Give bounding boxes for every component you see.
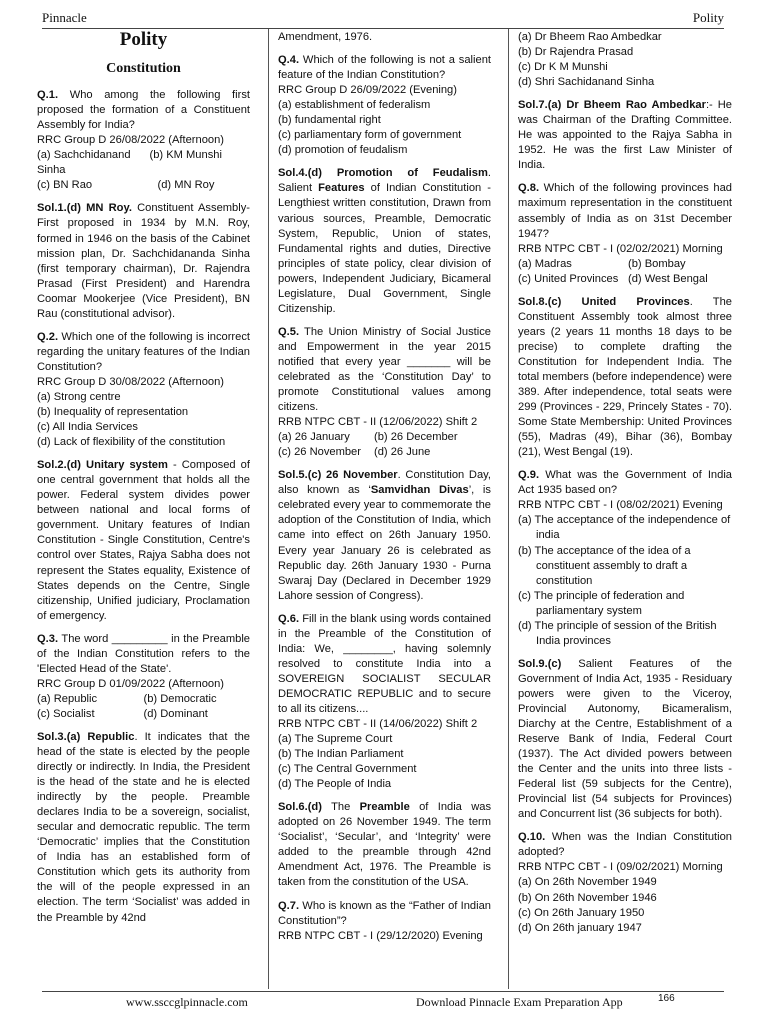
page-footer [42, 991, 724, 1014]
solution-3-continued: Amendment, 1976. [278, 31, 373, 43]
solution-5: Sol.5.(c) 26 November. Constitution Day, also known as ‘Samvidhan Divas’, is celebrated every year to commemorate the adoption of the Constitution of India, which came into effect on 26th January 1950. Every year January 26 is celebrated as Republic day. 26th January 1930 - Purna Swaraj Day (Declared in December 1929 Lahore session of Congress). [278, 469, 492, 602]
solution-3: Sol.3.(a) Republic. It indicates that the head of the state is elected by the people directly or indirectly. In India, the President is the head of the state and he is elected indirectly by the people. Preamble declares India to be a sovereign, socialist, secular and democratic republic. The term ‘Democratic’ implies that the Constitution of India has an established form of Constitution which gets its authority from the will of the people expressed in an election. The term ‘Socialist’ was added in the Preamble by 42nd [37, 730, 250, 924]
column-divider [268, 29, 269, 989]
question-3-options: RRC Group D 01/09/2022 (Afternoon) (a) Republic (b) Democratic (c) Socialist (d) Dominant [37, 677, 225, 720]
question-4: Q.4. Which of the following is not a salient feature of the Indian Constitution? [278, 54, 491, 82]
header-right: Polity [692, 10, 724, 25]
question-5-options: RRB NTPC CBT - II (12/06/2022) Shift 2 (a) 26 January (b) 26 December (c) 26 November (d) 26 June [278, 416, 478, 459]
column-1 [37, 30, 250, 934]
column-3 [518, 30, 732, 944]
solution-4: Sol.4.(d) Promotion of Feudalism. Salient Features of Indian Constitution - Lengthiest written constitution, Drawn from various sources, Preamble, Democratic System, Republic, Union of states, Fundamental rights and duties, Directive principles of state policy, clear division of powers, Independent Judiciary, Bicameral Legislature, Dual Government, Single Citizenship. [278, 167, 491, 315]
solution-6: Sol.6.(d) The Preamble of India was adopted on 26 November 1949. The term ‘Socialist’, ‘Secular’, and ‘Integrity’ were added to the preamble through 42nd Amendment Act, 1976. The Preamble is taken from the constitution of the USA. [278, 801, 492, 889]
question-1-options: RRC Group D 26/08/2022 (Afternoon) (a) Sachchidanand Sinha (b) KM Munshi (c) BN Rao (d) MN Roy [37, 134, 225, 192]
question-3: Q.3. The word _________ in the Preamble of the Indian Constitution refers to the 'Elected Head of the State'. [37, 632, 250, 675]
question-5: Q.5. The Union Ministry of Social Justice and Empowerment in the year 2015 notified that every year _______ will be celebrated as the ‘Constitution Day’ to promote Constitutional values among citizens. [278, 325, 491, 414]
page-number: 166 [658, 993, 675, 1004]
question-6-options: RRB NTPC CBT - II (14/06/2022) Shift 2 (a) The Supreme Court (b) The Indian Parliament (c) The Central Government (d) The People of India [278, 718, 478, 791]
question-8: Q.8. Which of the following provinces had maximum representation in the constituent assembly of India as on 31st December 1947? [518, 182, 732, 240]
column-2 [278, 30, 491, 952]
solution-1: Sol.1.(d) MN Roy. Constituent Assembly- First proposed in 1934 by M.N. Roy, formed in 1946 on the basis of the Cabinet mission plan, Dr. Sachchidananda Sinha (first temporary chairman), Dr. Rajendra Prasad (First President) and Harendra Coomar Mookerjee (Vice President), BN Rau (constitutional advisor). [37, 202, 250, 320]
column-divider [508, 29, 509, 989]
page-header [42, 8, 724, 29]
question-9: Q.9. What was the Government of India Act 1935 based on? [518, 469, 732, 497]
page-title: Polity [119, 29, 168, 50]
solution-2: Sol.2.(d) Unitary system - Composed of one central government that holds all the power. Federal system divides power between national and local forms of government. Unitary features of Indian Constitution - Single Constitution, Centre's control over States, Rajya Sabha does not represent the States equality, Existence of States depends on the Centre, Single citizenship, Unified judiciary, Proclamation of emergency. [37, 459, 250, 622]
solution-9: Sol.9.(c) Salient Features of the Government of India Act, 1935 - Residuary powers were given to the Viceroy, Provincial Autonomy, Bicameralism, Diarchy at the Centre, Establishment of a Reserve Bank of India, Federal Court (1937). The Act divided powers between the Center and the units into three lists - Federal list (59 subjects for the Centre), Provincial list (54 subjects for Provinces) and Concurrent list (36 subjects for both). [518, 657, 732, 821]
question-10-options: RRB NTPC CBT - I (09/02/2021) Morning (a) On 26th November 1949 (b) On 26th November 1946 (c) On 26th January 1950 (d) On 26th january 1947 [518, 861, 723, 934]
question-2-options: RRC Group D 30/08/2022 (Afternoon) (a) Strong centre (b) Inequality of representation (c) All India Services (d) Lack of flexibility of the constitution [37, 375, 226, 449]
question-7: Q.7. Who is known as the “Father of Indian Constitution”? [278, 899, 491, 927]
question-4-options: RRC Group D 26/09/2022 (Evening) (a) establishment of federalism (b) fundamental right (c) parliamentary form of government (d) promotion of feudalism [278, 84, 462, 157]
question-8-options: RRB NTPC CBT - I (02/02/2021) Morning (a) Madras (b) Bombay (c) United Provinces (d) West Bengal [518, 242, 723, 285]
question-7-options: (a) Dr Bheem Rao Ambedkar (b) Dr Rajendra Prasad (c) Dr K M Munshi (d) Shri Sachidanand Sinha [518, 31, 662, 89]
footer-app-text: Download Pinnacle Exam Preparation App [416, 995, 623, 1009]
question-1: Q.1. Who among the following first proposed the formation of a Constituent Assembly for India? [37, 89, 250, 132]
section-subtitle: Constitution [106, 61, 181, 77]
solution-8: Sol.8.(c) United Provinces. The Constituent Assembly took almost three years (2 years 11 months 18 days to be precise) to complete drafting the Constitution for Independent India. The total members (before independence) were 389. After independence, total seats were 299 (Provinces - 229, Princely States - 70). Some State Membership: United Provinces (55), Madras (49), Bihar (36), Bombay (21), West Bengal (19). [518, 295, 732, 459]
question-2: Q.2. Which one of the following is incorrect regarding the unitary features of the Indian Constitution? [37, 330, 250, 373]
question-6: Q.6. Fill in the blank using words contained in the Preamble of the Constitution of India: We, ________, having solemnly resolved to constitute India into a SOVEREIGN SOCIALIST SECULAR DEMOCRATIC REPUBLIC and to secure to all its citizens.... [278, 612, 491, 715]
solution-7: Sol.7.(a) Dr Bheem Rao Ambedkar:- He was Chairman of the Drafting Committee. He was appointed to the Rajya Sabha in 1952. He was the first Law Minister of India. [518, 99, 732, 172]
header-left: Pinnacle [42, 10, 87, 25]
question-10: Q.10. When was the Indian Constitution adopted? [518, 831, 732, 859]
question-9-options: RRB NTPC CBT - I (08/02/2021) Evening (a) The acceptance of the independence of india (b) The acceptance of the idea of a constituent assembly to draft a constitution (c) The principle of federation and parliamentary system (d) The principle of session of the British India provinces [518, 499, 731, 647]
footer-website-link[interactable]: www.ssccglpinnacle.com [126, 995, 248, 1009]
question-7-source: RRB NTPC CBT - I (29/12/2020) Evening [278, 929, 483, 942]
